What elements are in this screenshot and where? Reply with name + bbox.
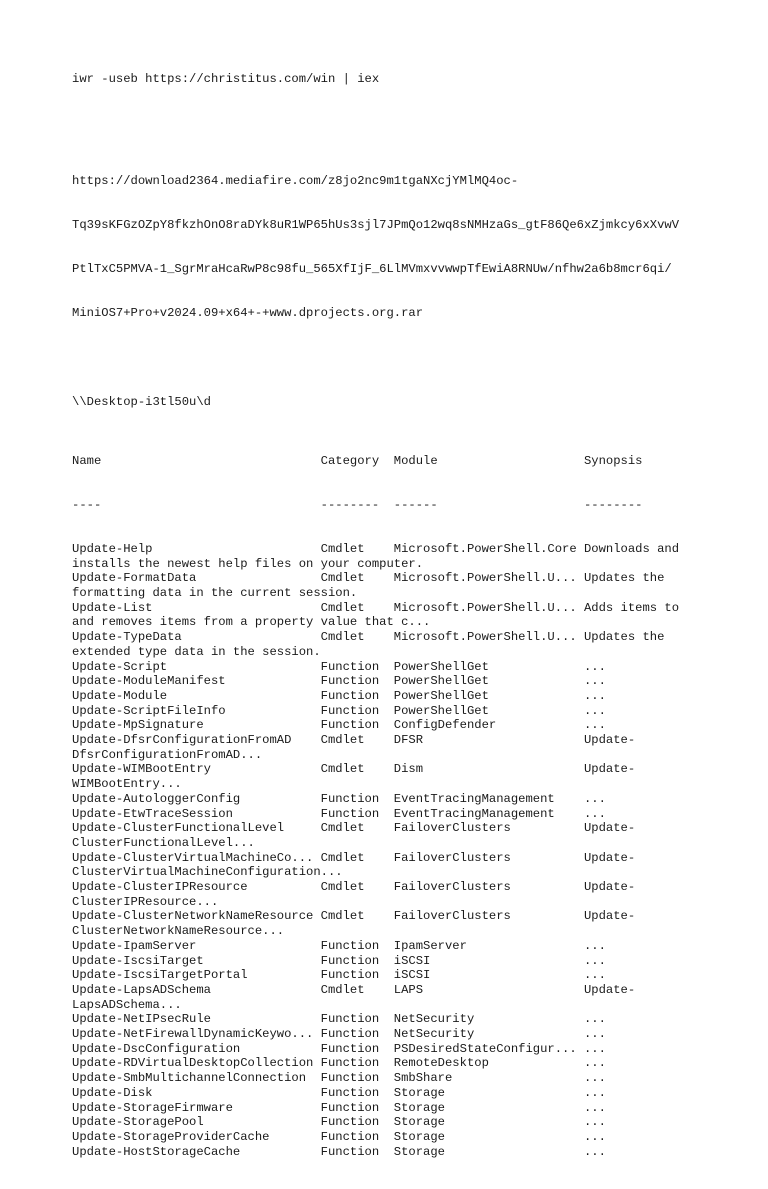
table-row: Update-Disk Function Storage ...: [72, 1085, 606, 1100]
table-header: Name Category Module Synopsis: [72, 453, 643, 468]
table-row: Update-IpamServer Function IpamServer ...: [72, 938, 606, 953]
table-row: Update-IscsiTarget Function iSCSI ...: [72, 953, 606, 968]
table-row: WIMBootEntry...: [72, 777, 182, 792]
table-row: Update-Script Function PowerShellGet ...: [72, 659, 606, 674]
table-row: Update-RDVirtualDesktopCollection Function RemoteDesktop ...: [72, 1056, 606, 1071]
table-row: Update-SmbMultichannelConnection Function SmbShare ...: [72, 1071, 606, 1086]
table-row: Update-ScriptFileInfo Function PowerShellGet ...: [72, 703, 606, 718]
table-row: Update-MpSignature Function ConfigDefender ...: [72, 718, 606, 733]
table-row: and removes items from a property value that c...: [72, 615, 431, 630]
table-row: Update-ModuleManifest Function PowerShellGet ...: [72, 674, 606, 689]
table-row: Update-StorageFirmware Function Storage ...: [72, 1100, 606, 1115]
table-rows: [72, 542, 712, 1160]
powershell-command: iwr -useb https://christitus.com/win | iex: [72, 72, 380, 86]
table-row: Update-AutologgerConfig Function EventTracingManagement ...: [72, 791, 606, 806]
table-row: formatting data in the current session.: [72, 585, 358, 600]
table-row: Update-List Cmdlet Microsoft.PowerShell.U... Adds items to: [72, 600, 680, 615]
document-page: [72, 72, 712, 1189]
url-line: PtlTxC5PMVA-1_SgrMraHcaRwP8c98fu_565XfIjF_6LlMVmxvvwwpTfEwiA8RNUw/nfhw2a6b8mcr6qi/: [72, 262, 672, 277]
command-table: [72, 424, 712, 1189]
table-row: Update-Module Function PowerShellGet ...: [72, 688, 606, 703]
table-row: Update-NetFirewallDynamicKeywo... Function NetSecurity ...: [72, 1027, 606, 1042]
table-row: Update-TypeData Cmdlet Microsoft.PowerShell.U... Updates the: [72, 630, 665, 645]
table-row: installs the newest help files on your computer.: [72, 556, 424, 571]
table-row: ClusterFunctionalLevel...: [72, 835, 255, 850]
table-divider: ---- -------- ------ --------: [72, 497, 643, 512]
table-row: extended type data in the session.: [72, 644, 321, 659]
table-row: Update-FormatData Cmdlet Microsoft.PowerShell.U... Updates the: [72, 571, 665, 586]
table-row: Update-HostStorageCache Function Storage ...: [72, 1144, 606, 1159]
table-row: Update-WIMBootEntry Cmdlet Dism Update-: [72, 762, 636, 777]
table-row: Update-ClusterIPResource Cmdlet FailoverClusters Update-: [72, 880, 636, 895]
table-row: Update-DfsrConfigurationFromAD Cmdlet DFSR Update-: [72, 733, 636, 748]
table-row: Update-ClusterFunctionalLevel Cmdlet FailoverClusters Update-: [72, 821, 636, 836]
table-row: Update-DscConfiguration Function PSDesiredStateConfigur... ...: [72, 1041, 606, 1056]
table-row: Update-NetIPsecRule Function NetSecurity ...: [72, 1012, 606, 1027]
table-row: Update-StoragePool Function Storage ...: [72, 1115, 606, 1130]
url-line: https://download2364.mediafire.com/z8jo2nc9m1tgaNXcjYMlMQ4oc-: [72, 174, 519, 189]
url-line: MiniOS7+Pro+v2024.09+x64+-+www.dprojects.org.rar: [72, 306, 424, 321]
table-row: Update-StorageProviderCache Function Storage ...: [72, 1130, 606, 1144]
table-row: ClusterIPResource...: [72, 894, 219, 909]
table-row: Update-ClusterNetworkNameResource Cmdlet FailoverClusters Update-: [72, 909, 636, 924]
table-row: Update-Help Cmdlet Microsoft.PowerShell.Core Downloads and: [72, 541, 680, 556]
table-row: LapsADSchema...: [72, 997, 182, 1012]
table-row: ClusterNetworkNameResource...: [72, 924, 285, 939]
table-row: Update-ClusterVirtualMachineCo... Cmdlet FailoverClusters Update-: [72, 850, 636, 865]
table-row: DfsrConfigurationFromAD...: [72, 747, 263, 762]
network-path: \\Desktop-i3tl50u\d: [72, 394, 211, 409]
download-url: [72, 145, 712, 351]
url-line: Tq39sKFGzOZpY8fkzhOnO8raDYk8uR1WP65hUs3sjl7JPmQo12wq8sNMHzaGs_gtF86Qe6xZjmkcy6xXvwV: [72, 218, 680, 233]
table-row: ClusterVirtualMachineConfiguration...: [72, 865, 343, 880]
table-row: Update-EtwTraceSession Function EventTracingManagement ...: [72, 806, 606, 821]
table-row: Update-IscsiTargetPortal Function iSCSI ...: [72, 968, 606, 983]
table-row: Update-LapsADSchema Cmdlet LAPS Update-: [72, 982, 636, 997]
